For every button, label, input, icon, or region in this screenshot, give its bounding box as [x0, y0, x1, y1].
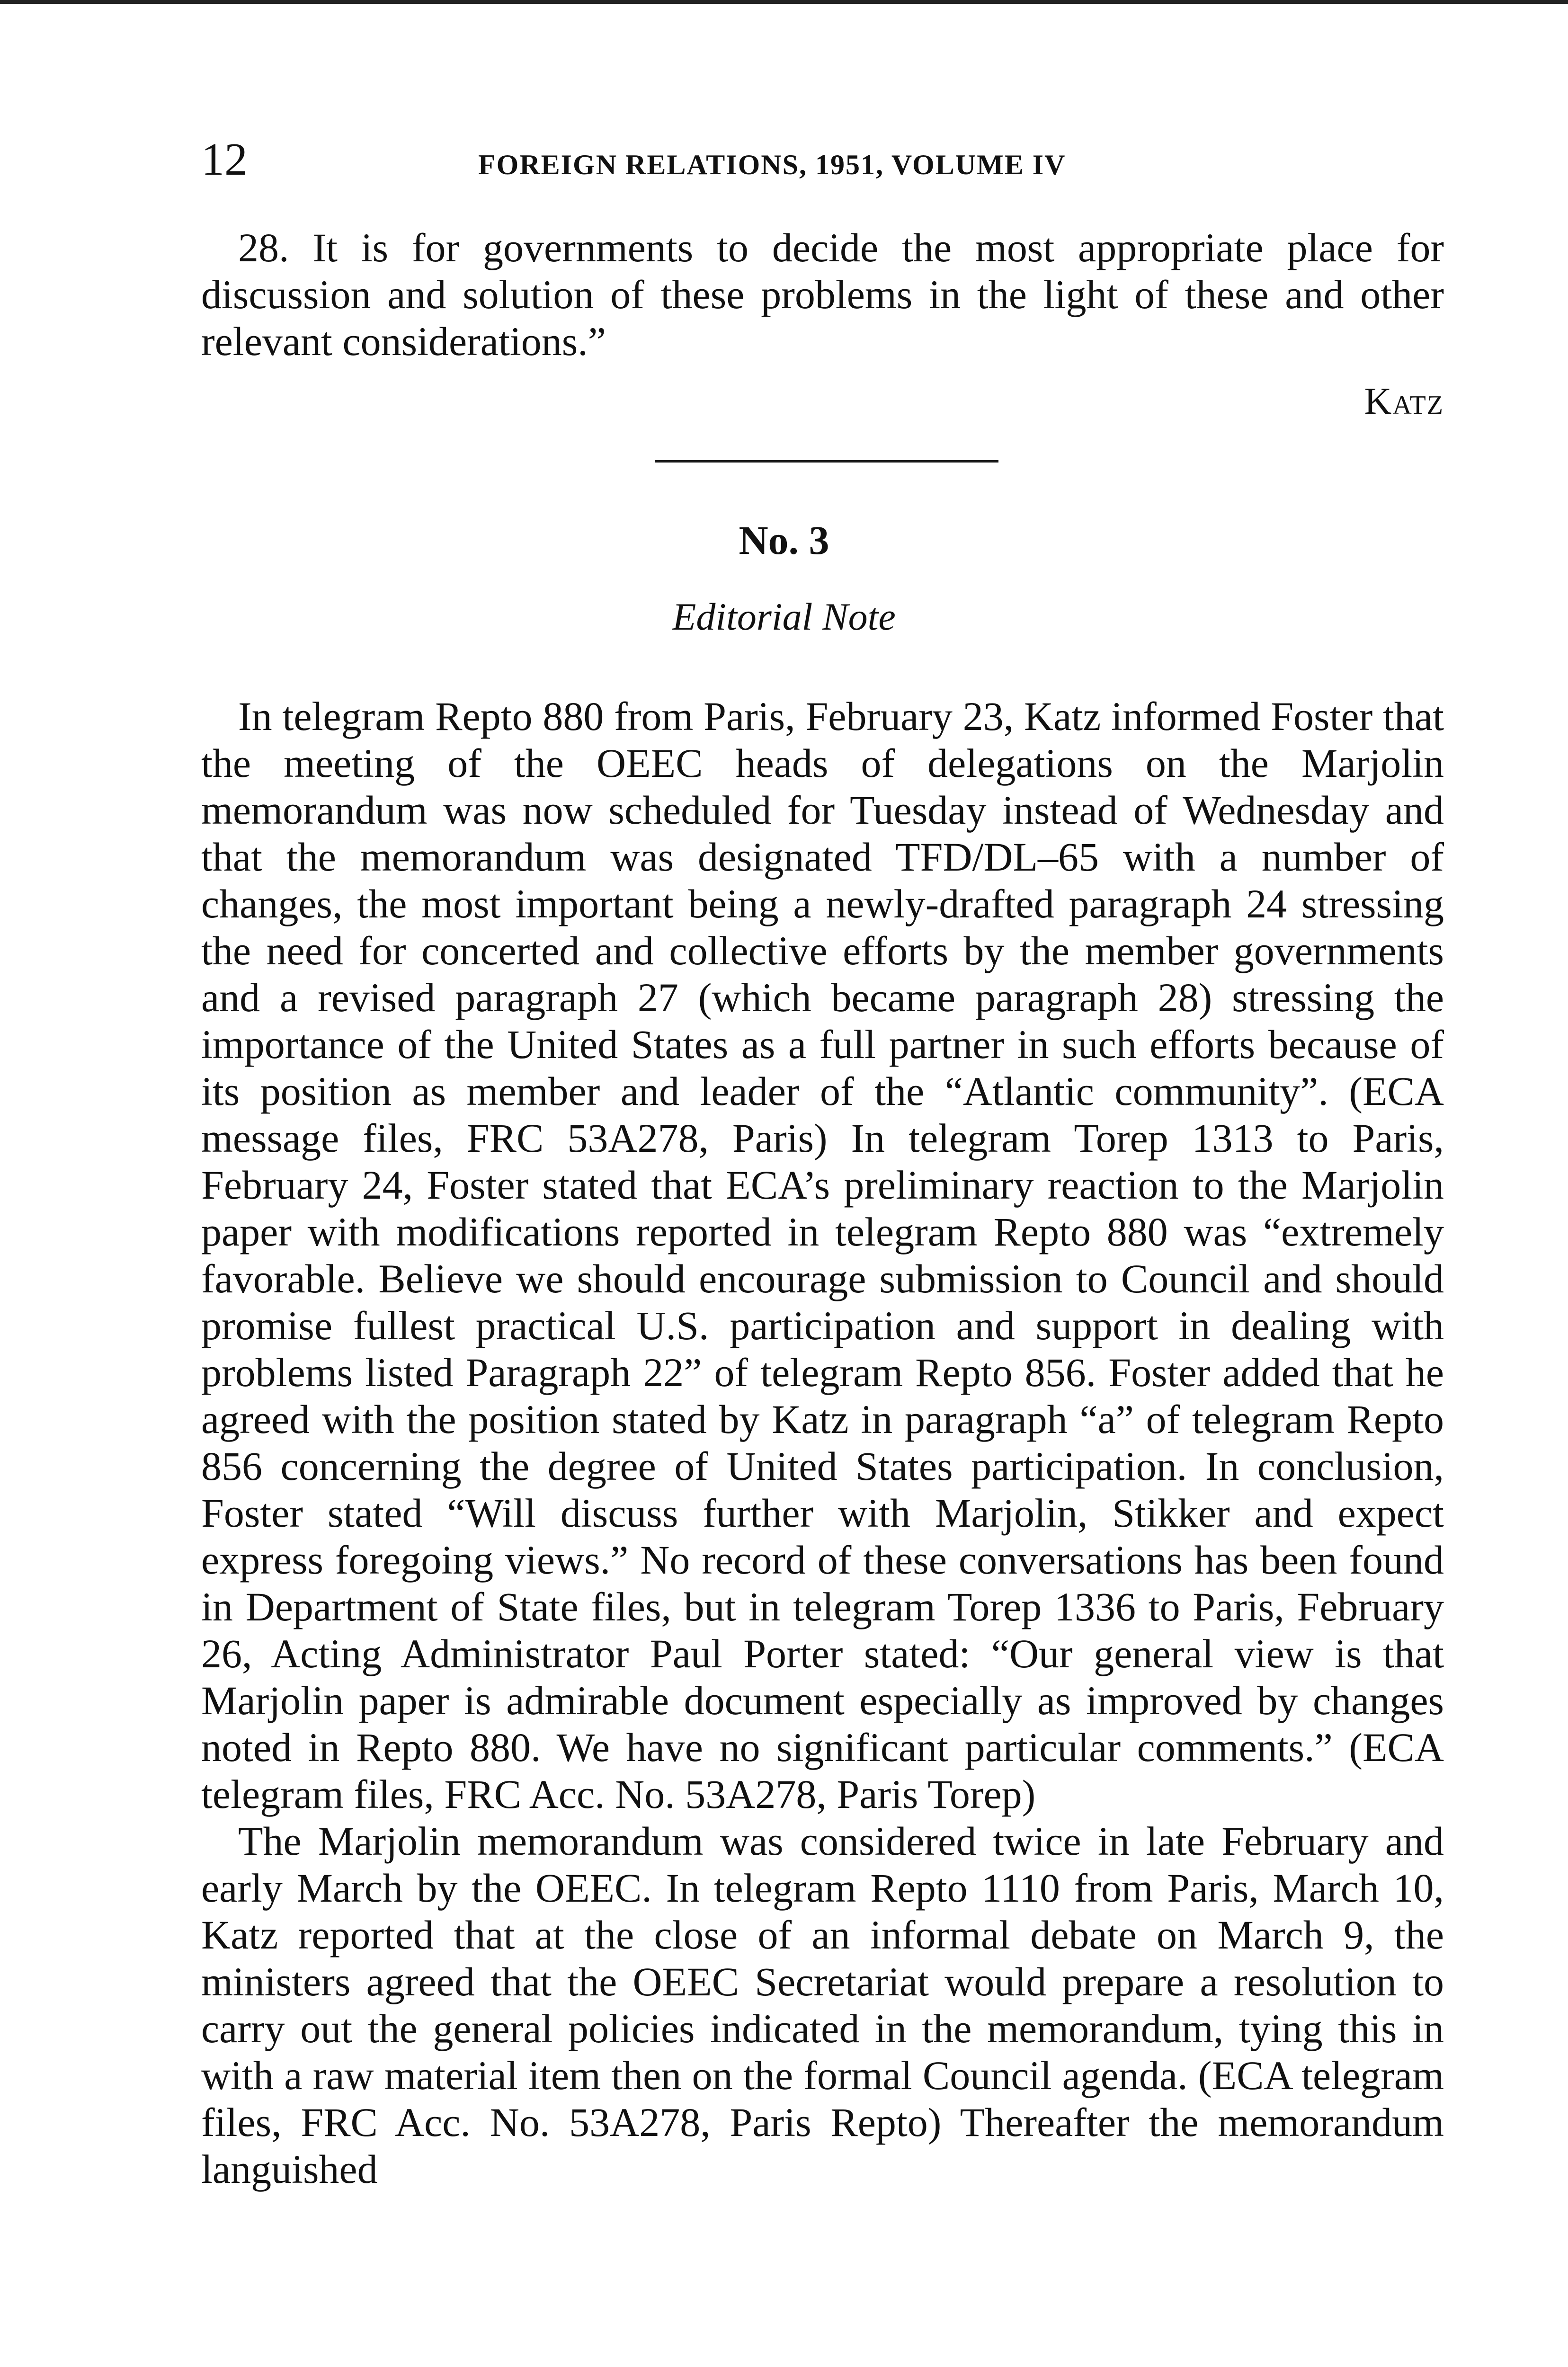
body-paragraph: In telegram Repto 880 from Paris, February 23, Katz informed Foster that the meeting of the OEEC heads of delegations on the Marjolin memorandum was now scheduled for Tuesday instead of Wednesday and that the memorandum was designated TFD/DL–65 with a number of changes, the most important being a newly-drafted paragraph 24 stressing the need for concerted and collective efforts by the member governments and a revised paragraph 27 (which became paragraph 28) stressing the importance of the United States as a full partner in such efforts because of its position as member and leader of the “Atlantic community”. (ECA message files, FRC 53A278, Paris) In telegram Torep 1313 to Paris, February 24, Foster stated that ECA’s preliminary reaction to the Marjolin paper with modifications reported in telegram Repto 880 was “extremely favorable. Believe we should encourage submission to Council and should promise fullest practical U.S. participation and support in dealing with problems listed Paragraph 22” of telegram Repto 856. Foster added that he agreed with the position stated by Katz in paragraph “a” of telegram Repto 856 concerning the degree of United States participation. In conclusion, Foster stated “Will discuss further with Marjolin, Stikker and expect express foregoing views.” No record of these conversations has been found in Department of State files, but in telegram Torep 1336 to Paris, February 26, Acting Administrator Paul Porter stated: “Our general view is that Marjolin paper is admirable document especially as improved by changes noted in Repto 880. We have no significant particular comments.” (ECA telegram files, FRC Acc. No. 53A278, Paris Torep) — [201, 694, 1444, 1817]
page-number: 12 — [201, 134, 248, 185]
section-separator — [655, 460, 998, 463]
editorial-note-body — [201, 693, 1444, 2193]
running-head: FOREIGN RELATIONS, 1951, VOLUME IV — [478, 149, 1066, 180]
previous-document-closing — [201, 224, 1444, 365]
body-paragraph: The Marjolin memorandum was considered twice in late February and early March by the OEEC. In telegram Repto 1110 from Paris, March 10, Katz reported that at the close of an informal debate on March 9, the ministers agreed that the OEEC Secretariat would prepare a resolution to carry out the general policies indicated in the memorandum, tying this in with a raw material item then on the formal Council agenda. (ECA telegram files, FRC Acc. No. 53A278, Paris Repto) Thereafter the memorandum languished — [201, 1818, 1444, 2192]
document-number: No. 3 — [739, 517, 829, 563]
document-title: Editorial Note — [672, 595, 896, 638]
closing-paragraph: 28. It is for governments to decide the most appropriate place for discussion and solution of these problems in the light of these and other relevant considerations.” — [201, 225, 1444, 364]
page-top-edge — [0, 0, 1568, 4]
signature: Katz — [1364, 381, 1444, 422]
